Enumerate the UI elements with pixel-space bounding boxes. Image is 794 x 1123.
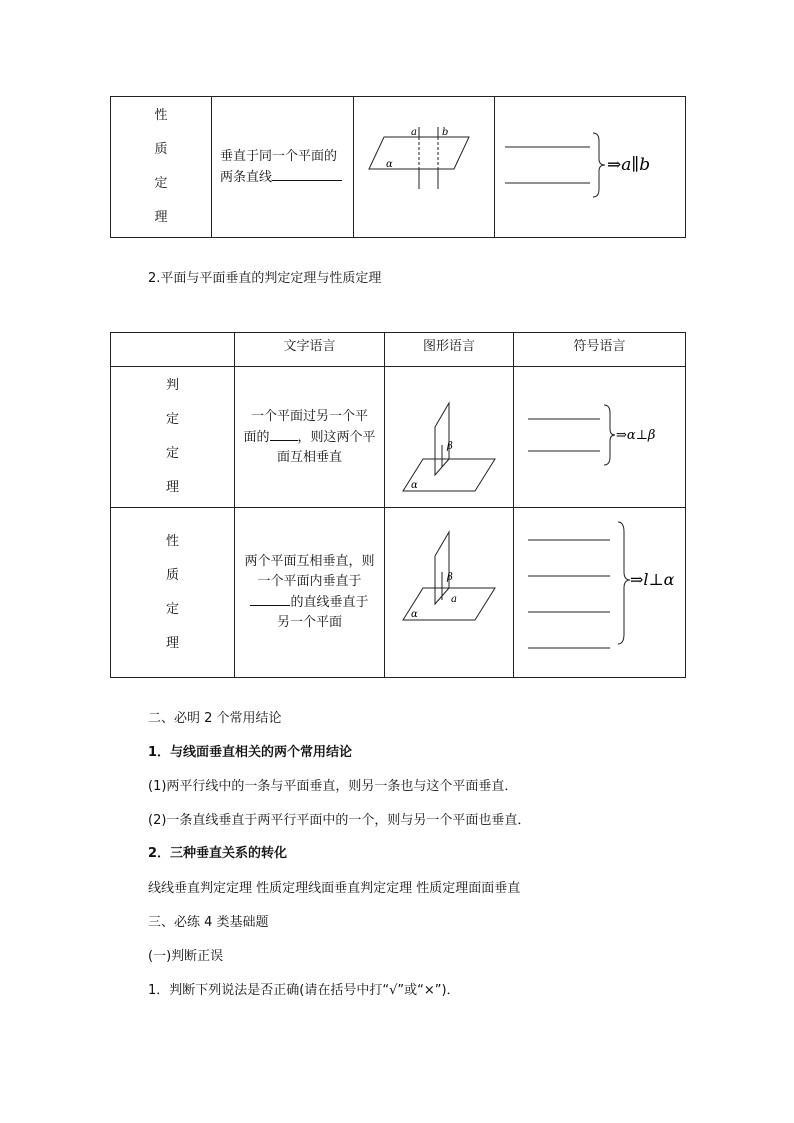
symbol-brace-figure (514, 508, 686, 673)
label-a: a (451, 594, 457, 605)
subsection-heading: (一)判断正误 (148, 949, 224, 964)
property-theorem-table (110, 96, 686, 238)
label-beta: β (447, 572, 453, 583)
label-alpha: α (386, 159, 393, 170)
header-empty (111, 333, 235, 367)
perpendicular-planes-figure (385, 508, 513, 673)
plane-perpendicular-table (110, 332, 686, 678)
header-symbolic: 符号语言 (514, 333, 686, 367)
header-verbal: 文字语言 (235, 333, 385, 367)
symbol-brace-figure (514, 367, 686, 503)
paragraph: (1)两平行线中的一条与平面垂直，则另一条也与这个平面垂直． (148, 779, 518, 794)
figure-cell (385, 367, 514, 508)
row-label-property-theorem: 性 质 定 理 (111, 97, 212, 238)
section-title: 2.平面与平面垂直的判定定理与性质定理 (148, 271, 382, 286)
parallel-lines-figure (354, 97, 494, 233)
statement-line: 垂直于同一个平面的 (220, 148, 338, 164)
header-graphic: 图形语言 (385, 333, 514, 367)
section-heading: 三、必练 4 类基础题 (148, 915, 269, 930)
label-alpha: α (411, 480, 418, 491)
perpendicular-planes-figure (385, 367, 513, 503)
result-formula: ⇒a∥b (607, 155, 651, 175)
label-beta: β (447, 441, 453, 452)
row-label-property-theorem: 性 质 定 理 (111, 508, 235, 678)
symbol-brace-figure (495, 97, 685, 233)
result-formula: ⇒α⊥β (616, 428, 656, 443)
statement-line: 两条直线 (220, 169, 273, 185)
label-alpha: α (411, 609, 418, 620)
paragraph: 线线垂直判定定理 性质定理线面垂直判定定理 性质定理面面垂直 (148, 881, 521, 896)
symbol-cell (495, 97, 686, 238)
symbol-cell (514, 367, 686, 508)
symbol-cell (514, 508, 686, 678)
fill-blank[interactable] (270, 427, 298, 441)
figure-cell (385, 508, 514, 678)
paragraph: (2)一条直线垂直于两平行平面中的一个，则与另一个平面也垂直． (148, 813, 531, 828)
fill-blank[interactable] (250, 592, 290, 606)
fill-blank[interactable] (272, 167, 342, 181)
result-formula: ⇒l⊥α (630, 570, 675, 589)
subsection-heading: 2．三种垂直关系的转化 (148, 846, 288, 861)
verbal-statement-cell: 两个平面互相垂直，则 一个平面内垂直于 的直线垂直于 另一个平面 (235, 508, 385, 678)
subsection-heading: 1．与线面垂直相关的两个常用结论 (148, 745, 353, 760)
paragraph: 1．判断下列说法是否正确(请在括号中打“√”或“×”)． (148, 983, 460, 998)
label-a: a (411, 127, 417, 138)
verbal-statement-cell: 一个平面过另一个平 面的 ，则这两个平 面互相垂直 (235, 367, 385, 508)
label-b: b (442, 127, 449, 138)
figure-cell (354, 97, 495, 238)
verbal-statement-cell (212, 97, 354, 238)
row-label-determination-theorem: 判 定 定 理 (111, 367, 235, 508)
section-heading: 二、必明 2 个常用结论 (148, 711, 282, 726)
